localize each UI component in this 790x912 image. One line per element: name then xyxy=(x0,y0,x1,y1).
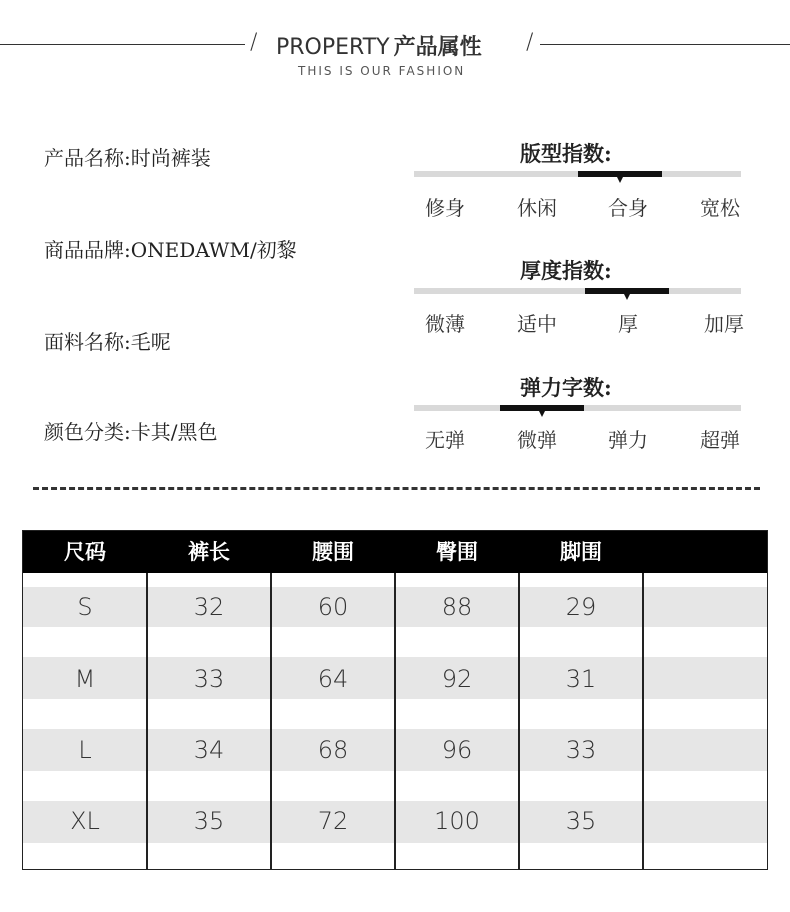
property-label: 商品品牌 xyxy=(44,238,124,262)
cell-hip: 100 xyxy=(434,807,480,835)
gauge-option: 修身 xyxy=(425,196,465,220)
cell-hip: 88 xyxy=(441,593,473,621)
gauge-title-thickness: 厚度指数: xyxy=(520,258,612,283)
gauge-option: 无弹 xyxy=(425,428,465,452)
gauge-pointer-fit xyxy=(617,177,623,183)
gauge-option: 合身 xyxy=(608,196,648,220)
cell-length: 32 xyxy=(193,593,225,621)
cell-length: 33 xyxy=(193,665,225,693)
column-header-size: 尺码 xyxy=(64,539,106,564)
property-fabric: 面料名称:毛呢 xyxy=(44,330,171,354)
cell-size: S xyxy=(77,593,93,621)
gauge-track-fit xyxy=(414,171,741,177)
cell-hem: 29 xyxy=(565,593,597,621)
gauge-track-thickness xyxy=(414,288,741,294)
cell-waist: 64 xyxy=(317,665,349,693)
cell-waist: 60 xyxy=(317,593,349,621)
cell-hip: 92 xyxy=(441,665,473,693)
page-subtitle: THIS IS OUR FASHION xyxy=(298,64,466,78)
column-header-waist: 腰围 xyxy=(312,539,354,564)
page-title-en: PROPERTY xyxy=(276,35,390,60)
cell-hem: 33 xyxy=(565,736,597,764)
size-table-header xyxy=(23,531,767,573)
header-slash-right: / xyxy=(526,30,534,55)
gauge-title-fit: 版型指数: xyxy=(520,141,612,166)
gauge-option: 宽松 xyxy=(700,196,740,220)
column-header-hem: 脚围 xyxy=(560,539,602,564)
cell-size: XL xyxy=(70,807,100,835)
page-title-cn: 产品属性 xyxy=(393,34,482,60)
property-label: 面料名称 xyxy=(44,330,124,354)
header-slash-left: / xyxy=(250,30,258,55)
property-value: ONEDAWM/初黎 xyxy=(130,238,297,262)
property-color: 颜色分类:卡其/黑色 xyxy=(44,420,218,444)
cell-length: 35 xyxy=(193,807,225,835)
cell-hip: 96 xyxy=(441,736,473,764)
property-value: 毛呢 xyxy=(130,330,171,354)
property-brand: 商品品牌:ONEDAWM/初黎 xyxy=(44,238,297,262)
gauge-title-stretch: 弹力字数: xyxy=(520,375,612,400)
cell-size: M xyxy=(74,665,96,693)
gauge-option: 厚 xyxy=(618,312,638,336)
gauge-option: 适中 xyxy=(517,312,557,336)
gauge-option: 休闲 xyxy=(517,196,557,220)
header-rule-left xyxy=(0,44,245,45)
property-product-name: 产品名称:时尚裤装 xyxy=(44,146,211,170)
property-value: 卡其/黑色 xyxy=(130,420,218,444)
size-table xyxy=(22,530,768,870)
cell-hem: 35 xyxy=(565,807,597,835)
gauge-option: 超弹 xyxy=(700,428,740,452)
property-value: 时尚裤装 xyxy=(130,146,211,170)
property-label: 产品名称 xyxy=(44,146,124,170)
cell-waist: 72 xyxy=(317,807,349,835)
cell-waist: 68 xyxy=(317,736,349,764)
gauge-pointer-stretch xyxy=(539,411,545,417)
cell-length: 34 xyxy=(193,736,225,764)
gauge-option: 微弹 xyxy=(517,428,557,452)
cell-size: L xyxy=(78,736,92,764)
gauge-option: 微薄 xyxy=(425,312,465,336)
section-divider xyxy=(33,487,760,490)
property-label: 颜色分类 xyxy=(44,420,124,444)
gauge-track-stretch xyxy=(414,405,741,411)
page-title xyxy=(276,30,482,61)
cell-hem: 31 xyxy=(565,665,597,693)
gauge-option: 加厚 xyxy=(704,312,744,336)
column-header-length: 裤长 xyxy=(188,539,230,564)
column-header-extra xyxy=(643,531,767,573)
gauge-option: 弹力 xyxy=(608,428,648,452)
gauge-pointer-thickness xyxy=(624,294,630,300)
column-header-hip: 臀围 xyxy=(436,539,478,564)
header-rule-right xyxy=(540,44,790,45)
